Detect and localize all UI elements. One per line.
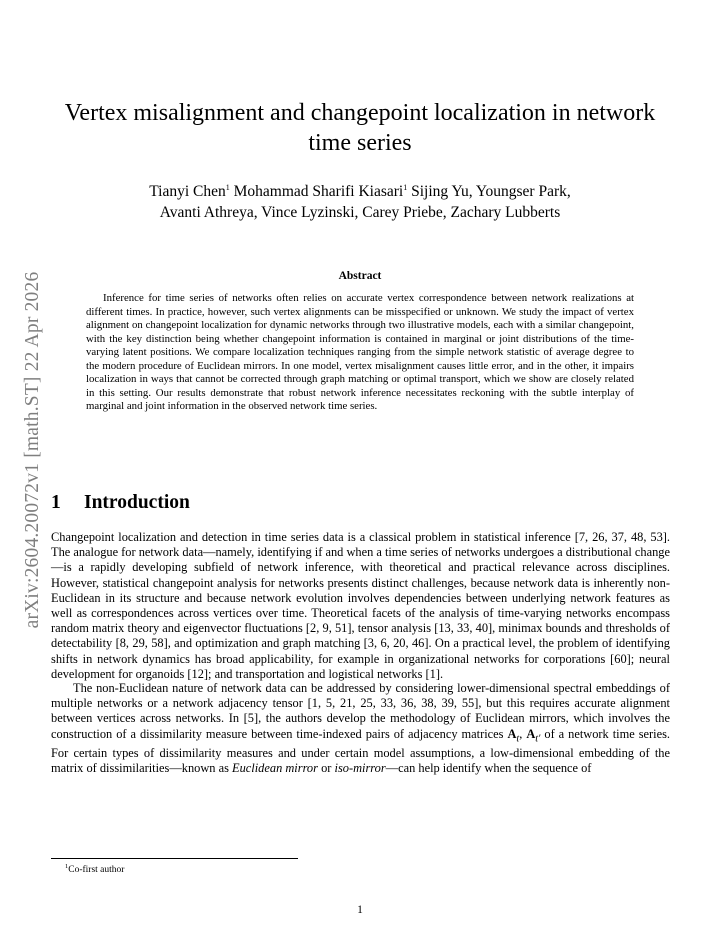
section-title: Introduction bbox=[84, 492, 190, 513]
matrix-symbol: A bbox=[526, 726, 536, 741]
author-line-1: Tianyi Chen$^1$ Mohammad Sharifi Kiasari$^1$ Sijing Yu, Youngser Park, bbox=[149, 183, 571, 201]
author-line-2: Avanti Athreya, Vince Lyzinski, Carey Priebe, Zachary Lubberts bbox=[159, 204, 561, 222]
abstract-heading: Abstract bbox=[338, 270, 382, 282]
page-number: 1 bbox=[357, 904, 363, 916]
section-number: 1 bbox=[51, 492, 61, 513]
footnote-mark: 1 bbox=[65, 863, 69, 870]
intro-paragraph-1: Changepoint localization and detection in time series data is a classical problem in statistical inference [7, 26, 37, 48, 53]. The analogue for network data—namely, identifying if and when a time series of networks undergoes a distributional change—is a rapidly developing subfield of network inference, with theoretical and practical relevance across disciplines. However, statistical changepoint analysis for networks presents distinct challenges, because network data is inherently non-Euclidean in its structure and because network evolution involves dependencies between underlying network features as well as correspondences across vertices over time. Theoretical facets of the analysis of time-varying networks encompass random matrix theory and eigenvector fluctuations [2, 9, 51], tensor analysis [13, 33, 40], minimax bounds and thresholds of detectability [8, 29, 58], and optimization and graph matching [3, 6, 20, 46]. On a practical level, the problem of identifying shifts in network dynamics has broad applicability, for example in organizational networks for corporations [60]; neural development for organoids [12]; and transportation and logistical networks [1]. bbox=[51, 530, 670, 681]
section-heading bbox=[51, 492, 190, 514]
author-footnote-mark: 1 bbox=[403, 183, 408, 192]
footnote-divider bbox=[51, 858, 298, 859]
abstract-body: Inference for time series of networks often relies on accurate vertex correspondence between network realizations at different times. In practice, however, such vertex alignments can be misspecified or unknown. We study the impact of vertex alignment on changepoint localization for dynamic networks through two illustrative models, each with a similar changepoint, with the key distinction being whether changepoint information is contained in marginal or joint distributions of the time-varying latent positions. We compare localization techniques ranging from the simple network statistic of average degree to the modern procedure of Euclidean mirrors. In one model, vertex misalignment causes little error, and in the other, it impairs localization in ways that cannot be corrected through graph matching or optimal transport, which we show are closely related in this setting. Our results demonstrate that robust network inference necessitates reckoning with the subtle interplay of marginal and joint information in the observed network time series. bbox=[86, 292, 634, 412]
intro-paragraph-2: The non-Euclidean nature of network data can be addressed by considering lower-dimensional spectral embeddings of multiple networks or a network adjacency tensor [1, 5, 21, 25, 33, 36, 38, 39, 55], but this requires accurate alignment between vertices across networks. In [5], the authors develop the methodology of Euclidean mirrors, which involves the construction of a dissimilarity measure between time-indexed pairs of adjacency matrices $A_t$, $A_{t'}$ of a network time series. For certain types of dissimilarity measures and under certain model assumptions, a low-dimensional embedding of the matrix of dissimilarities—known as Euclidean mirror or iso-mirror—can help identify when the sequence of bbox=[51, 681, 671, 776]
emphasis-term: Euclidean mirror bbox=[232, 761, 318, 776]
author-footnote-mark: 1 bbox=[225, 183, 230, 192]
footnote: $^1$Co-first author bbox=[65, 863, 125, 876]
arxiv-identifier: arXiv:2604.20072v1 [math.ST] 22 Apr 2026 bbox=[22, 271, 43, 629]
author-list bbox=[80, 177, 640, 223]
emphasis-term: iso-mirror bbox=[334, 761, 386, 776]
matrix-symbol: A bbox=[507, 726, 517, 741]
paper-title: Vertex misalignment and changepoint localization in network time series bbox=[64, 100, 656, 156]
